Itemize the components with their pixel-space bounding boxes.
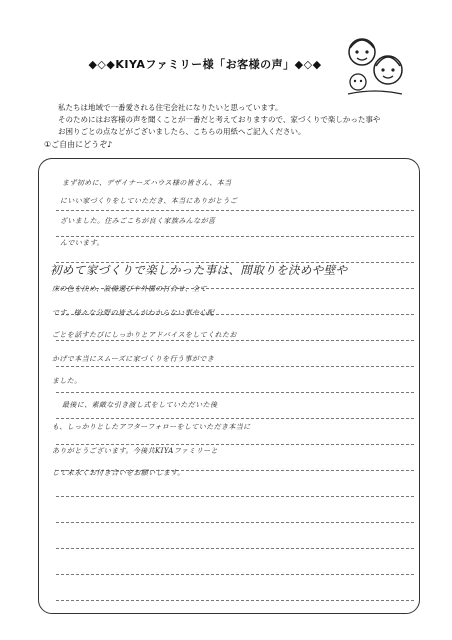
ruled-line [56, 444, 414, 445]
handwritten-line: して末永くお付き合いをお願いします。 [52, 469, 185, 477]
ruled-line [56, 548, 414, 549]
ruled-line [56, 496, 414, 497]
handwritten-line: かげで本当にスムーズに家づくりを行う事ができ [52, 355, 215, 363]
intro-line: 私たちは地域で一番愛される住宅会社になりたいと思っています。 [58, 103, 283, 112]
handwritten-line: 初めて家づくりで楽しかった事は、間取りを決めや壁や [50, 263, 348, 277]
handwritten-line: ざいました。住みごこちが良く家族みんなが喜 [60, 217, 216, 225]
comment-box [38, 158, 420, 614]
handwritten-line: ました。 [52, 377, 82, 385]
ruled-line [56, 522, 414, 523]
handwritten-line: にいい家づくりをしていただき、本当にありがとうご [60, 197, 238, 205]
ruled-line [56, 210, 414, 211]
handwritten-line: 床の色を決め、設備選びや外構の打合せ、全て [52, 285, 207, 293]
handwritten-line: まず初めに、デザイナーズハウス様の皆さん、本当 [62, 179, 232, 187]
handwritten-line: ありがとうございます。今後共KIYAファミリーと [52, 447, 219, 455]
ruled-line [56, 236, 414, 237]
ruled-line [56, 340, 414, 341]
free-comment-prompt: ①ご自由にどうぞ♪ [44, 140, 113, 149]
page-title: ◆◇◆KIYAファミリー様「お客様の声」◆◇◆ [88, 58, 322, 71]
handwritten-line: んでいます。 [60, 239, 104, 247]
handwritten-line: です。様々な分野の皆さんがわからない事や心配 [52, 309, 215, 317]
ruled-line [56, 366, 414, 367]
mascot-illustration [340, 30, 410, 100]
intro-text [58, 102, 418, 138]
ruled-line [56, 418, 414, 419]
ruled-line [56, 600, 414, 601]
ruled-line [56, 574, 414, 575]
intro-line: そのためにはお客様の声を聞くことが一番だと考えておりますので、家づくりで楽しかった事や [58, 115, 381, 124]
intro-line: お困りごとの点などがございましたら、こちらの用紙へご記入ください。 [58, 127, 306, 136]
handwritten-line: ごとを話すたびにしっかりとアドバイスをしてくれたお [52, 331, 237, 339]
ruled-line [56, 392, 414, 393]
handwritten-line: 最後に、素敵な引き渡し式をしていただいた後 [62, 401, 218, 409]
handwritten-line: も、しっかりとしたアフターフォローをしていただき本当に [52, 423, 251, 431]
